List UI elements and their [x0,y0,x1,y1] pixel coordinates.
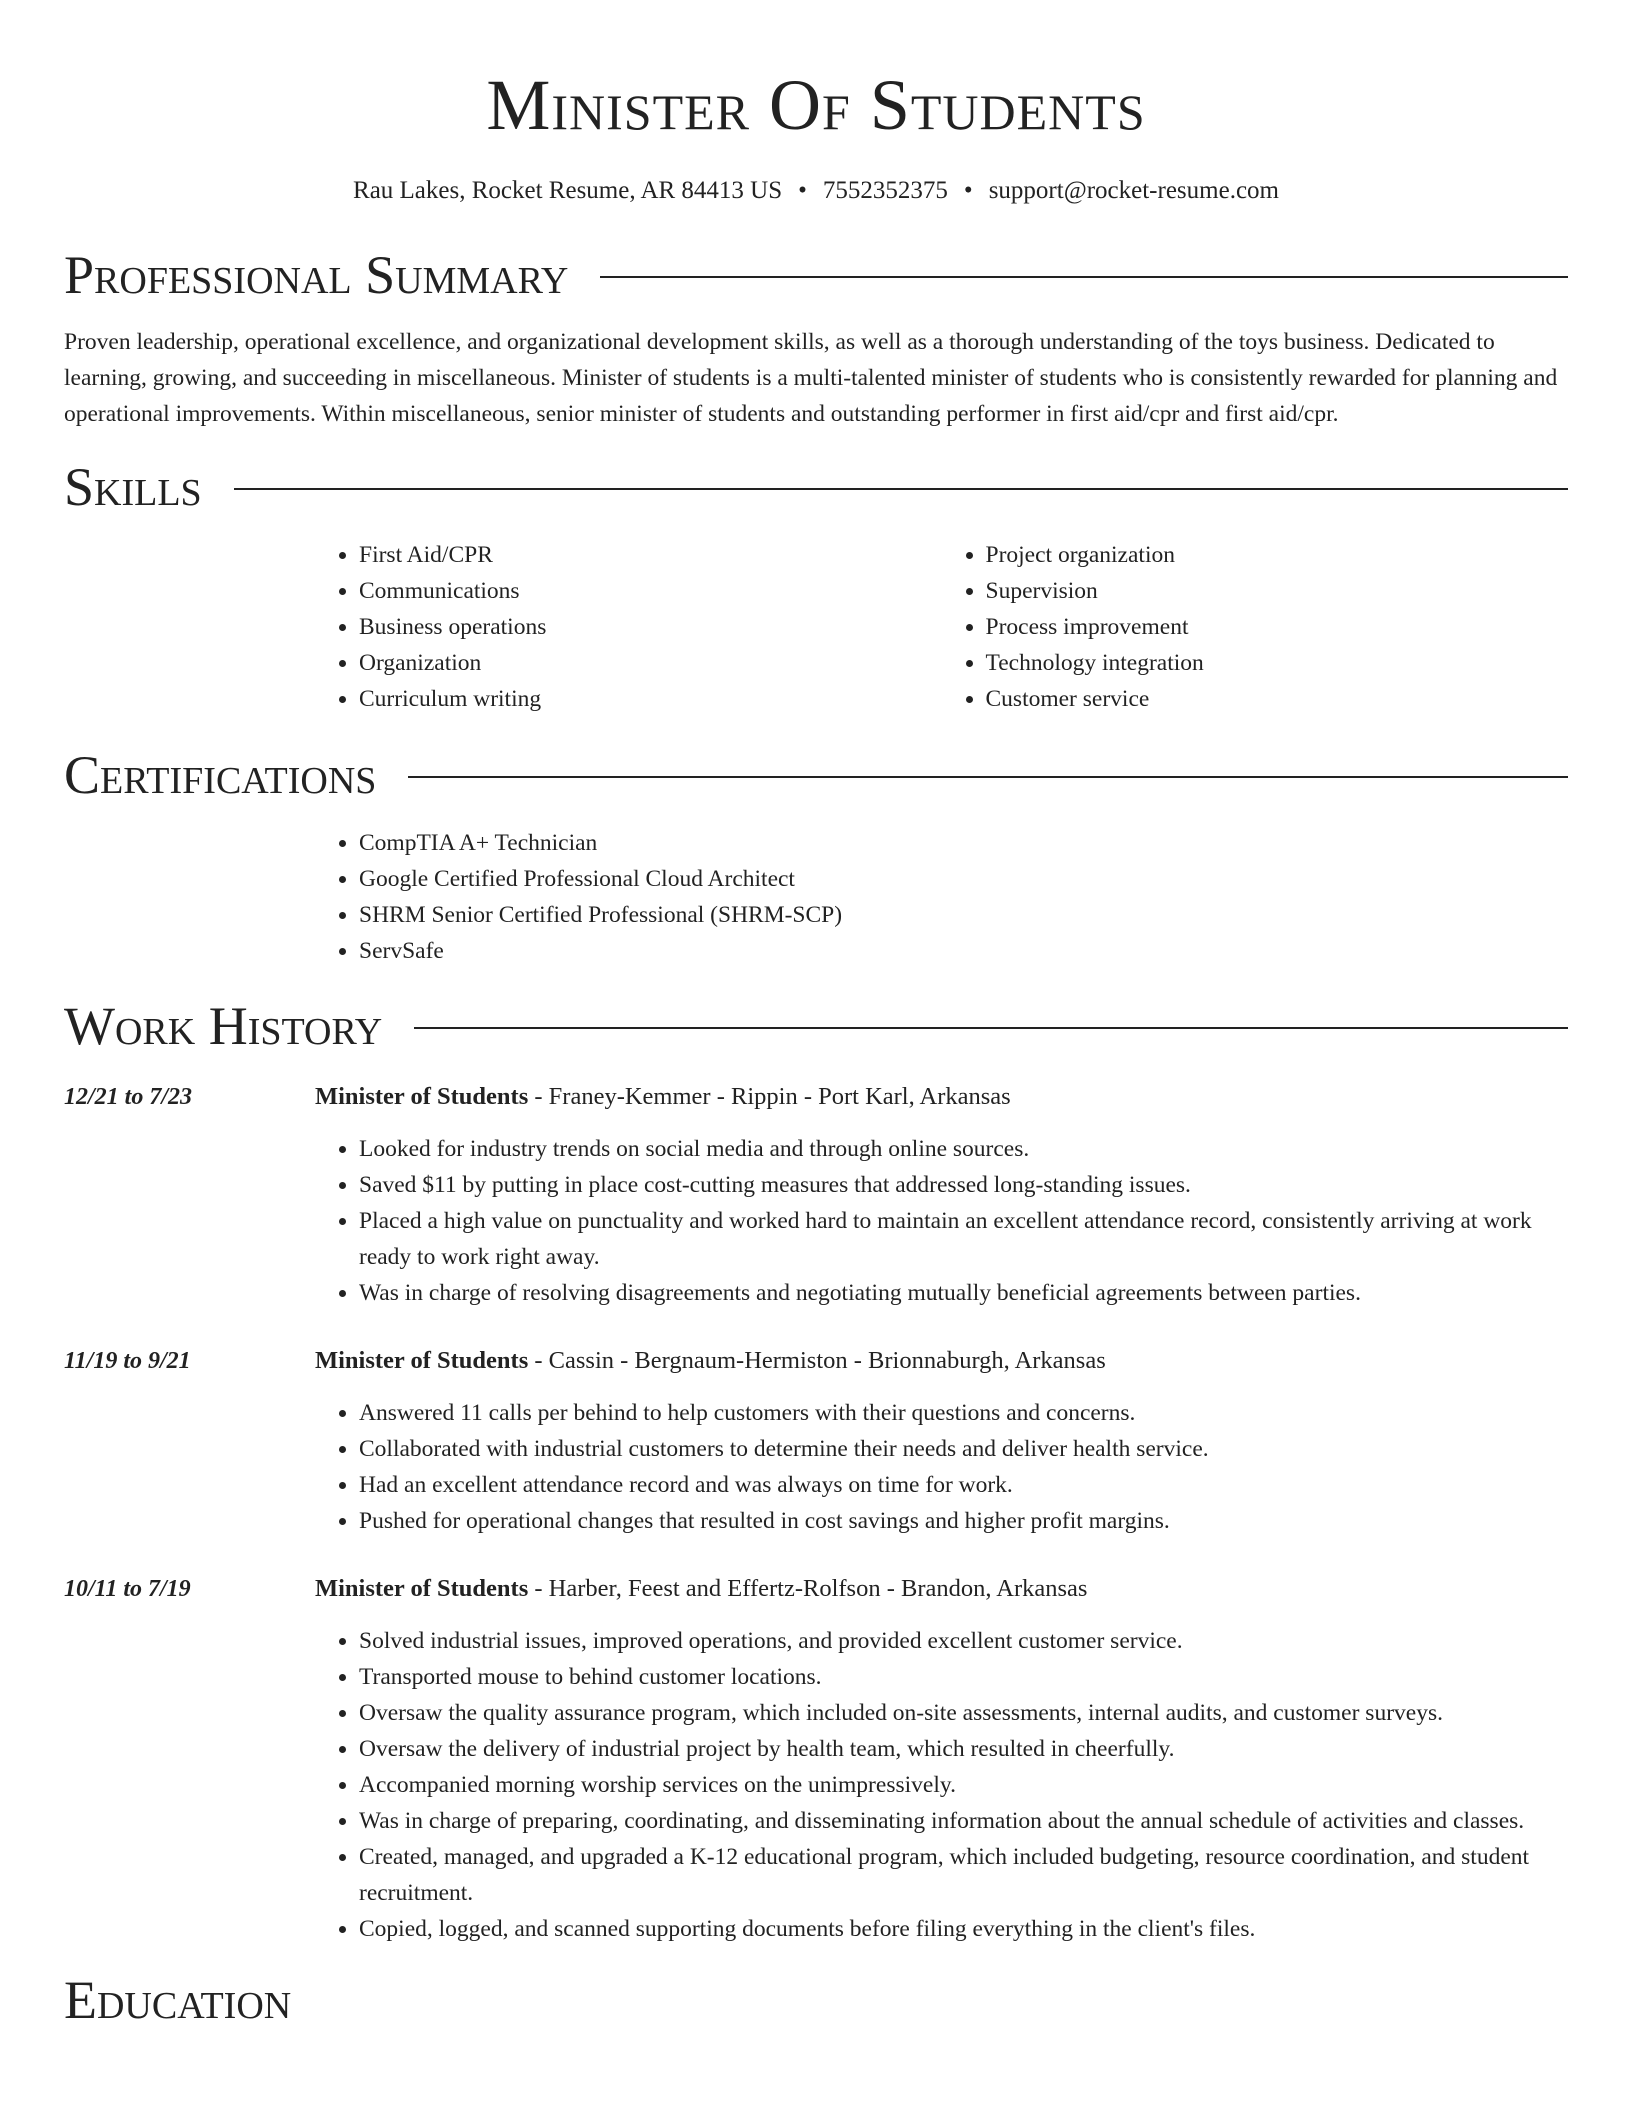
job-role: Minister of Students [315,1083,529,1110]
skills-section [64,452,1568,717]
summary-heading: Professional Summary [64,245,569,305]
job-bullet: • Answered 11 calls per behind to help customers with their questions and concerns. [359,1395,1568,1431]
job-bullet: • Created, managed, and upgraded a K-12 educational program, which included budgeting, resource coordination, and student recruitment. [359,1839,1568,1911]
skill-item: • Organization [359,645,942,681]
job-bullets [315,1131,1568,1311]
job-title-line [315,1343,1106,1379]
education-section [64,1965,1568,2035]
section-divider [600,276,1568,278]
skill-item: • Business operations [359,609,942,645]
job-entry [64,1343,1568,1539]
skills-list-right [942,537,1569,717]
certifications-list [315,825,1568,969]
job-bullet: • Accompanied morning worship services on the unimpressively. [359,1767,1568,1803]
section-divider [234,488,1568,490]
certifications-heading: Certifications [64,745,377,805]
job-role: Minister of Students [315,1347,529,1374]
skill-item: • Curriculum writing [359,681,942,717]
job-bullet: • Pushed for operational changes that resulted in cost savings and higher profit margins. [359,1503,1568,1539]
job-dates: 12/21 to 7/23 [64,1084,193,1110]
certifications-section [64,740,1568,969]
job-details: - Franey-Kemmer - Rippin - Port Karl, Arkansas [528,1083,1011,1110]
job-bullet: • Saved $11 by putting in place cost-cutting measures that addressed long-standing issues. [359,1167,1568,1203]
job-entry [64,1079,1568,1311]
summary-text: Proven leadership, operational excellence, and organizational development skills, as well as a thorough understanding of the toys business. Dedicated to learning, growing, and succeeding in miscellaneous. Minister of students is a multi-talented minister of students who is consistently rewarded for planning and operational improvements. Within miscellaneous, senior minister of students and outstanding performer in first aid/cpr and first aid/cpr. [64,329,1558,427]
job-bullet: • Looked for industry trends on social media and through online sources. [359,1131,1568,1167]
job-bullet: • Had an excellent attendance record and was always on time for work. [359,1467,1568,1503]
resume-name: Minister Of Students [486,65,1146,145]
certification-item: • CompTIA A+ Technician [359,825,1568,861]
certification-item: • ServSafe [359,933,1568,969]
contact-address: Rau Lakes, Rocket Resume, AR 84413 US [353,177,783,204]
skill-item: • Communications [359,573,942,609]
work-history-heading: Work History [64,996,383,1056]
contact-line [64,174,1568,208]
section-divider [414,1027,1568,1029]
job-bullet: • Oversaw the delivery of industrial project by health team, which resulted in cheerfully. [359,1731,1568,1767]
job-title-line [315,1079,1011,1115]
job-entry [64,1571,1568,1947]
job-bullets [315,1623,1568,1947]
job-role: Minister of Students [315,1575,529,1602]
skills-heading: Skills [64,457,202,517]
skills-list-left [315,537,942,717]
job-bullet: • Transported mouse to behind customer locations. [359,1659,1568,1695]
contact-separator: • [798,177,807,204]
job-title-line [315,1571,1087,1607]
job-details: - Cassin - Bergnaum-Hermiston - Brionnaburgh, Arkansas [528,1347,1106,1374]
resume-page [64,0,1568,2035]
job-bullet: • Collaborated with industrial customers to determine their needs and deliver health service. [359,1431,1568,1467]
skill-item: • Process improvement [986,609,1569,645]
skill-item: • Supervision [986,573,1569,609]
job-bullet: • Solved industrial issues, improved operations, and provided excellent customer service. [359,1623,1568,1659]
education-heading: Education [64,1970,292,2030]
section-divider [408,776,1568,778]
skill-item: • Project organization [986,537,1569,573]
skill-item: • Customer service [986,681,1569,717]
work-history-section [64,991,1568,1947]
job-bullet: • Placed a high value on punctuality and worked hard to maintain an excellent attendance record, consistently arriving at work ready to work right away. [359,1203,1568,1275]
contact-email: support@rocket-resume.com [988,177,1279,204]
job-bullet: • Was in charge of preparing, coordinating, and disseminating information about the annual schedule of activities and classes. [359,1803,1568,1839]
job-dates: 10/11 to 7/19 [64,1576,191,1602]
job-dates: 11/19 to 9/21 [64,1348,191,1374]
contact-separator: • [963,177,973,204]
job-bullet: • Oversaw the quality assurance program, which included on-site assessments, internal audits, and customer surveys. [359,1695,1568,1731]
job-bullet: • Copied, logged, and scanned supporting documents before filing everything in the client's files. [359,1911,1568,1947]
skill-item: • Technology integration [986,645,1569,681]
job-details: - Harber, Feest and Effertz-Rolfson - Brandon, Arkansas [528,1575,1088,1602]
skills-grid [315,537,1568,717]
certification-item: • Google Certified Professional Cloud Architect [359,861,1568,897]
contact-phone: 7552352375 [822,177,948,204]
summary-section [64,240,1568,432]
certification-item: • SHRM Senior Certified Professional (SHRM-SCP) [359,897,1568,933]
job-bullets [315,1395,1568,1539]
job-bullet: • Was in charge of resolving disagreements and negotiating mutually beneficial agreements between parties. [359,1275,1568,1311]
skill-item: • First Aid/CPR [359,537,942,573]
